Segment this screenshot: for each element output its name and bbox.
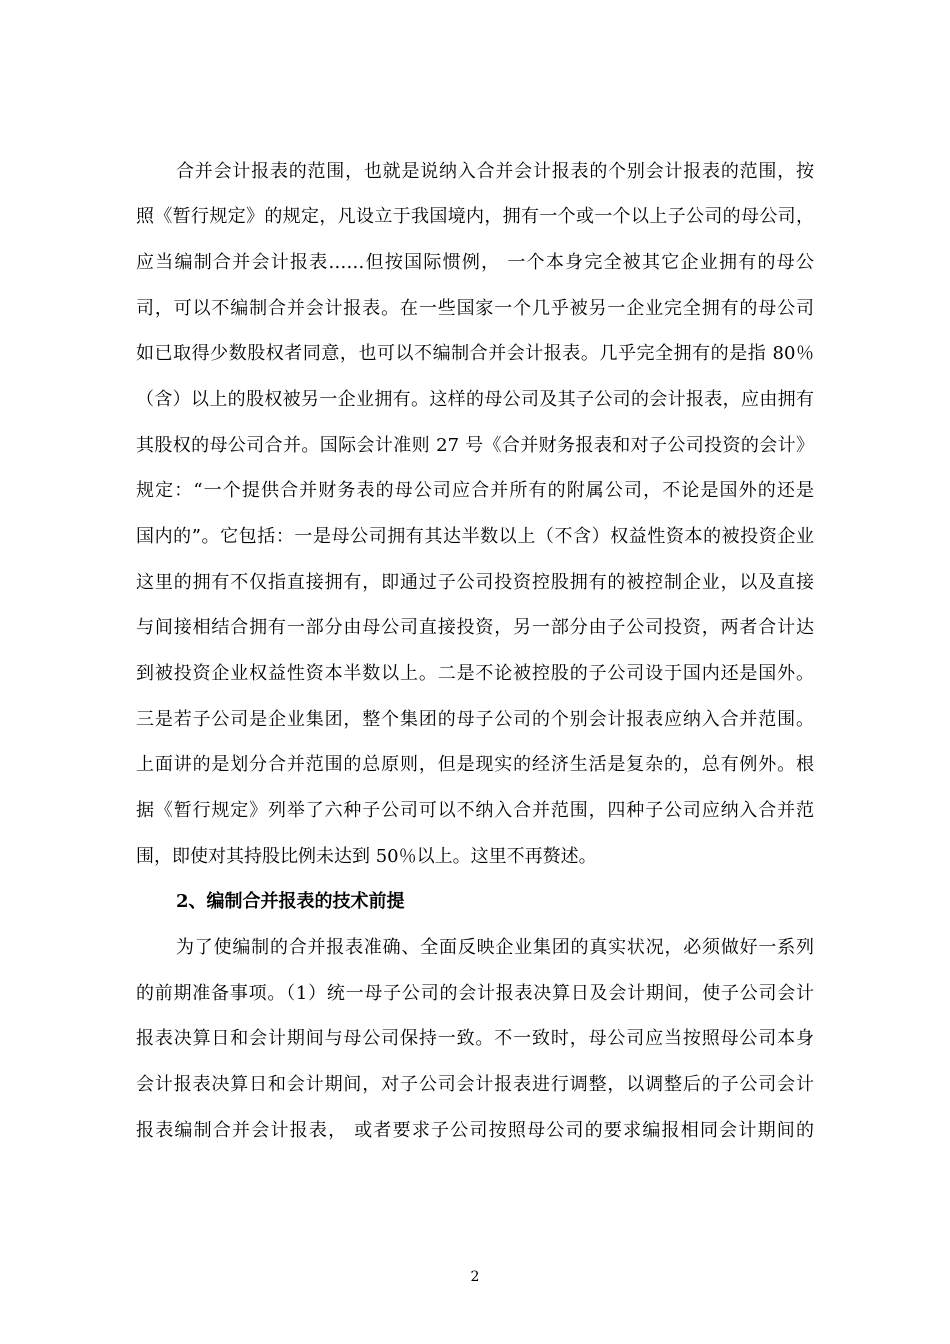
- paragraph-line: 为了使编制的合并报表准确、全面反映企业集团的真实状况，必须做好一系列: [176, 937, 814, 958]
- paragraph-line: 据《暂行规定》列举了六种子公司可以不纳入合并范围，四种子公司应纳入合并范: [136, 800, 814, 821]
- paragraph-line: 应当编制合并会计报表……但按国际惯例， 一个本身完全被其它企业拥有的母公: [136, 252, 814, 273]
- paragraph-line: 到被投资企业权益性资本半数以上。二是不论被控股的子公司设于国内还是国外。: [136, 663, 814, 684]
- paragraph-line: 与间接相结合拥有一部分由母公司直接投资，另一部分由子公司投资，两者合计达: [136, 617, 814, 638]
- paragraph-line: 其股权的母公司合并。国际会计准则 27 号《合并财务报表和对子公司投资的会计》: [136, 435, 814, 456]
- page-number: 2: [470, 1269, 480, 1285]
- paragraph-line: 合并会计报表的范围，也就是说纳入合并会计报表的个别会计报表的范围，按: [176, 161, 814, 182]
- paragraph-line: 报表决算日和会计期间与母公司保持一致。不一致时，母公司应当按照母公司本身: [136, 1028, 814, 1049]
- section-heading: 2、编制合并报表的技术前提: [176, 891, 405, 912]
- paragraph-line: 规定：“一个提供合并财务表的母公司应合并所有的附属公司，不论是国外的还是: [136, 480, 814, 501]
- paragraph-line: 会计报表决算日和会计期间，对子公司会计报表进行调整，以调整后的子公司会计: [136, 1074, 814, 1095]
- paragraph-line: 上面讲的是划分合并范围的总原则，但是现实的经济生活是复杂的，总有例外。根: [136, 754, 814, 775]
- paragraph-line: 如已取得少数股权者同意，也可以不编制合并会计报表。几乎完全拥有的是指 80％: [136, 343, 814, 364]
- paragraph-line: 照《暂行规定》的规定，凡设立于我国境内，拥有一个或一个以上子公司的母公司，: [136, 206, 814, 227]
- paragraph-line: （含）以上的股权被另一企业拥有。这样的母公司及其子公司的会计报表，应由拥有: [136, 389, 814, 410]
- paragraph-line: 的前期准备事项。（1）统一母子公司的会计报表决算日及会计期间，使子公司会计: [136, 983, 814, 1004]
- paragraph-line: 这里的拥有不仅指直接拥有，即通过子公司投资控股拥有的被控制企业，以及直接: [136, 572, 814, 593]
- paragraph-line: 司，可以不编制合并会计报表。在一些国家一个几乎被另一企业完全拥有的母公司: [136, 298, 814, 319]
- paragraph-line: 围，即使对其持股比例未达到 50％以上。这里不再赘述。: [136, 846, 597, 867]
- paragraph-line: 三是若子公司是企业集团，整个集团的母子公司的个别会计报表应纳入合并范围。: [136, 709, 814, 730]
- paragraph-line: 报表编制合并会计报表， 或者要求子公司按照母公司的要求编报相同会计期间的: [136, 1120, 814, 1141]
- paragraph-line: 国内的”。它包括：一是母公司拥有其达半数以上（不含）权益性资本的被投资企业: [136, 526, 814, 547]
